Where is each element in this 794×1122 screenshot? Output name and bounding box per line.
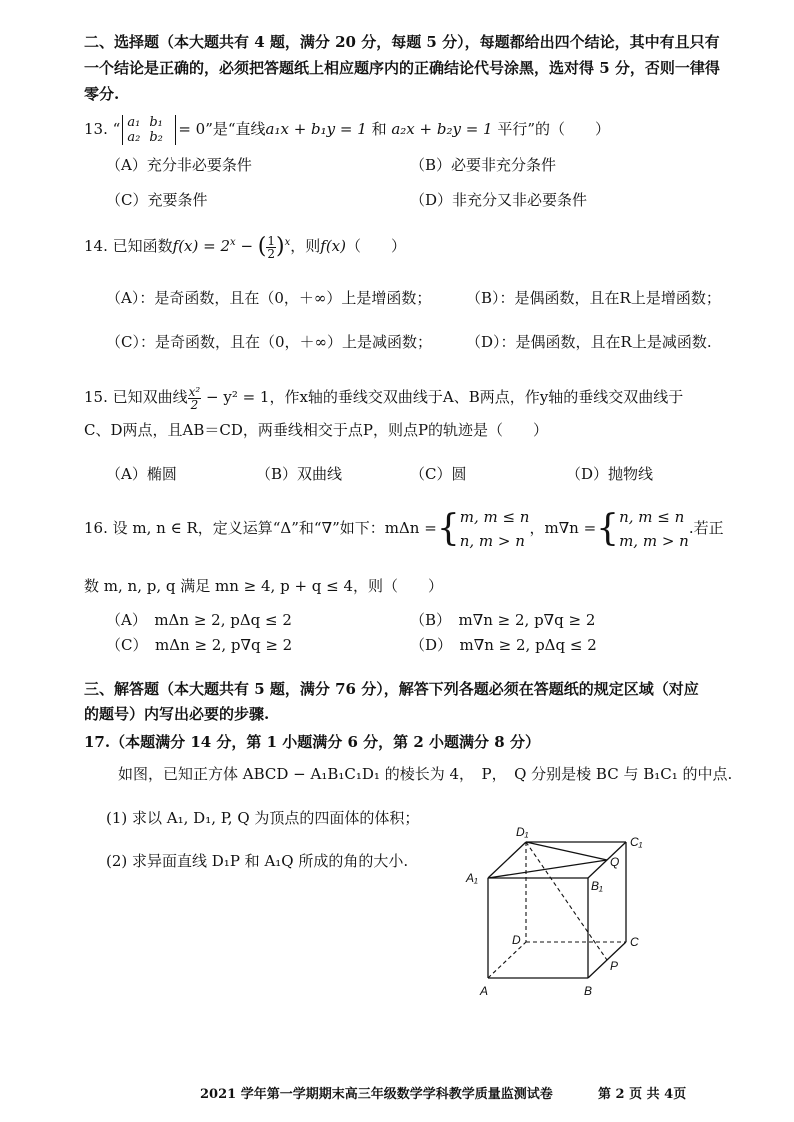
det-a2: a₂ (127, 130, 141, 145)
det-a1: a₁ (127, 115, 141, 130)
case2b: m, m > n (619, 532, 689, 550)
label-a1: A₁ (466, 871, 478, 885)
q16-cases2 (619, 505, 689, 553)
q17-part2: (2) 求异面直线 D₁P 和 A₁Q 所成的角的大小. (106, 852, 409, 870)
frac-numerator: x² (188, 384, 201, 399)
q13-option-a: （A）充分非必要条件 (106, 156, 252, 174)
frac-denominator: 2 (267, 246, 276, 261)
q14-option-c: （C）：是奇函数，且在（0，＋∞）上是减函数； (106, 333, 433, 351)
q15-stem-eq: − y² = 1，作x轴的垂线交双曲线于A、B两点，作y轴的垂线交双曲线于 (201, 388, 684, 406)
q16-stem (84, 500, 724, 556)
q16-brace1: { (436, 508, 460, 549)
q13-and: 和 (366, 120, 392, 138)
segment-d1q (526, 842, 607, 860)
label-b: B (584, 984, 593, 998)
q13-open-quote: “ (112, 120, 121, 138)
q16-cases1 (460, 505, 530, 553)
label-b1: B₁ (591, 879, 603, 893)
q13-option-c: （C）充要条件 (106, 191, 208, 209)
q16-option-c: （C） mΔn ≥ 2, p∇q ≥ 2 (106, 636, 293, 654)
q14-minus: − (235, 237, 258, 255)
footer-title: 2021 学年第一学期期末高三年级数学学科教学质量监测试卷 (200, 1087, 553, 1102)
q14-option-a: （A）：是奇函数，且在（0，＋∞）上是增函数； (106, 289, 432, 307)
q14-fx: f(x) (320, 237, 346, 255)
q15-fraction (188, 386, 202, 411)
cube-figure (460, 820, 660, 1000)
label-p: P (610, 959, 619, 973)
q13-stem-end: 平行”的（ ） (492, 120, 611, 138)
q14-exp2: x (284, 237, 291, 248)
section2-line1: 二、选择题（本大题共有 4 题，满分 20 分，每题 5 分），每题都给出四个结论，其中有且只有 (84, 33, 720, 51)
q14-stem: 14. 已知函数$f(x) = 2^x$ − ( $\frac{1}{2}$ )$^x$，则f(x)（ ） (84, 233, 406, 261)
q16-mid: ，m∇n = (529, 519, 597, 537)
case1a: m, m ≤ n (459, 508, 530, 526)
q13-line1: a₁x + b₁y = 1 (265, 120, 367, 138)
q15-option-c: （C）圆 (410, 465, 467, 483)
q15-line2: C、D两点，且AB＝CD，两垂线相交于点P，则点P的轨迹是（ ） (84, 421, 549, 439)
frac-denominator: 2 (190, 397, 199, 412)
case2a: n, m ≤ n (619, 508, 685, 526)
q14-paren: （ ） (345, 237, 406, 255)
q17-header: 17.（本题满分 14 分，第 1 小题满分 6 分，第 2 小题满分 8 分） (84, 733, 540, 751)
label-q: Q (610, 855, 620, 869)
section3-line1: 三、解答题（本大题共有 5 题，满分 76 分），解答下列各题必须在答题纸的规定区域（对应 (84, 680, 699, 698)
q16-option-d: （D） m∇n ≥ 2, pΔq ≤ 2 (410, 636, 597, 654)
q17-part1: (1) 求以 A₁, D₁, P, Q 为顶点的四面体的体积； (106, 809, 420, 827)
section2-line2: 一个结论是正确的，必须把答题纸上相应题序内的正确结论代号涂黑，选对得 5 分，否则一律得 (84, 59, 720, 77)
q14-func: f(x) = 2 (172, 237, 231, 255)
frac-numerator: 1 (267, 233, 276, 248)
label-c: C (630, 935, 639, 949)
q14-option-d: （D）：是偶函数，且在R上是减函数. (466, 333, 712, 351)
q13-option-d: （D）非充分又非必要条件 (410, 191, 588, 209)
label-a: A (480, 984, 489, 998)
case1b: n, m > n (459, 532, 525, 550)
section3-line2: 的题号）内写出必要的步骤. (84, 705, 270, 723)
q13-stem (84, 112, 610, 146)
q15-option-a: （A）椭圆 (106, 465, 177, 483)
q14-fraction (266, 235, 276, 260)
q13-stem-mid: = 0”是“直线 (178, 120, 266, 138)
q14-number: 14. (84, 237, 108, 255)
segment-a1q (488, 860, 607, 878)
q13-line2: a₂x + b₂y = 1 (391, 120, 493, 138)
det-b2: b₂ (149, 130, 163, 145)
q13-determinant (122, 115, 176, 145)
q14-option-b: （B）：是偶函数，且在R上是增函数； (466, 289, 721, 307)
q17-stem: 如图，已知正方体 ABCD − A₁B₁C₁D₁ 的棱长为 4， P， Q 分别是棱 BC 与 B₁C₁ 的中点. (118, 765, 733, 783)
q13-option-b: （B）必要非充分条件 (410, 156, 557, 174)
q13-number: 13. (84, 120, 108, 138)
q15-stem-pre: 已知双曲线 (112, 388, 188, 406)
label-d1: D₁ (516, 825, 529, 839)
q15-option-b: （B）双曲线 (256, 465, 343, 483)
footer-page-number: 第 2 页 共 4页 (598, 1087, 687, 1102)
segment-d1p-hidden (526, 842, 607, 960)
q15-stem (84, 380, 683, 414)
q14-exp: x (230, 237, 236, 248)
det-b1: b₁ (149, 115, 163, 130)
q16-stem-end: .若正 (688, 519, 724, 537)
q16-brace2: { (596, 508, 620, 549)
q15-number: 15. (84, 388, 108, 406)
edge-ad-hidden (488, 942, 526, 978)
label-c1: C₁ (630, 835, 643, 849)
q16-option-a: （A） mΔn ≥ 2, pΔq ≤ 2 (106, 611, 292, 629)
q16-option-b: （B） m∇n ≥ 2, p∇q ≥ 2 (410, 611, 596, 629)
label-d: D (512, 933, 521, 947)
q14-stem-pre: 已知函数 (112, 237, 173, 255)
q15-option-d: （D）抛物线 (566, 465, 654, 483)
section2-line3: 零分. (84, 85, 120, 103)
q16-line2: 数 m, n, p, q 满足 mn ≥ 4, p + q ≤ 4，则（ ） (84, 577, 444, 595)
q14-stem-post: ，则 (290, 237, 321, 255)
q16-number: 16. (84, 519, 108, 537)
q16-stem-pre: 设 m, n ∈ R，定义运算“Δ”和“∇”如下：mΔn = (112, 519, 437, 537)
